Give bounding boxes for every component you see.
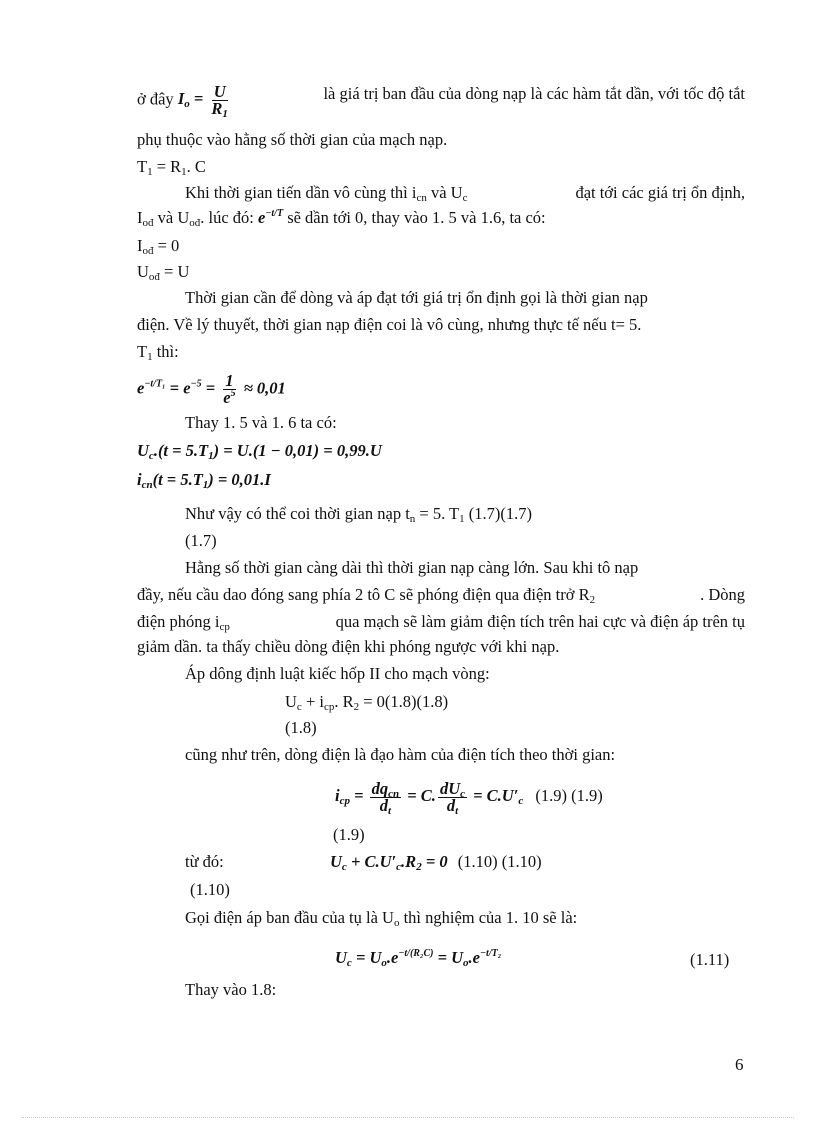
formula-io: $I_o$ = $\frac{U}{R_1}$ [177,82,228,120]
text-line-7: $U_{ođ} = U$ [137,262,190,283]
text-line-10: $T_1$ thì: [137,342,179,363]
text-line-26: (1.9) [333,825,365,844]
equation-2: $U_c.(t = 5.T_1) = U.(1 - 0,01) = 0,99.U$ [137,441,382,462]
text-segment: là giá trị ban đầu của dòng nạp là các hàm tắt dần, với tốc độ tắt [323,84,745,103]
text-line-5: $I_{ođ}$ và $U_{ođ}$. lúc đó: $e^{-t/T}$ sẽ dần tới 0, thay vào 1. 5 và 1.6, ta có: [137,208,546,229]
text-line-19: điện phóng $i_{cp}$ qua mạch sẽ làm giảm điện tích trên hai cực và điện áp trên tụ [137,612,745,633]
equation-tag: (1.9) (1.9) [535,786,603,805]
text-line-23: (1.8) [285,718,317,737]
equation-4: $i_{cp}$ = $\frac{dq_{cn}}{d_t}$ = C. $\frac{dU_c}{d_t}$ = $C.U'_c$ (1.9) (1.9) [335,778,603,817]
text-line-9: điện. Về lý thuyết, thời gian nạp điện coi là vô cùng, nhưng thực tế nếu t= 5. [137,315,642,334]
equation-1: $e^{-t/T_1} = e^{-5}$ = $\frac{1}{e^5}$ ≈ 0,01 [137,371,286,407]
text-line-31: Thay vào 1.8: [185,980,277,999]
text-line-15: Như vậy có thể coi thời gian nạp $t_n = 5$. $T_1$ (1.7)(1.7) [185,504,532,525]
text-segment: ở đây $I_o$ = $\frac{U}{R_1}$ [137,84,232,117]
text-line-28: (1.10) [190,880,230,899]
formula-exp: $e^{-t/T}$ [258,208,284,227]
text-line-24: cũng như trên, dòng điện là đạo hàm của điện tích theo thời gian: [185,745,616,764]
text-line-16: (1.7) [185,531,217,550]
text-line-3: $T_1 = R_1$. C [137,157,206,178]
text-line-22: $U_c + i_{cp}$. $R_2 = 0(1.8)(1.8)$ [285,692,449,713]
page-number: 6 [735,1055,744,1074]
text-line-18: đầy, nếu cầu dao đóng sang phía 2 tô C sẽ phóng điện qua điện trở $R_2$ . Dòng [137,585,745,606]
text-line-4: Khi thời gian tiến dần vô cùng thì $i_{cn}$ và $U_c$ đạt tới các giá trị ổn định, [185,183,745,204]
text-line-29: Gọi điện áp ban đầu của tụ là $U_o$ thì nghiệm của 1. 10 sẽ là: [185,908,578,929]
equation-5: $U_c = U_o.e^{-t/(R_2C)} = U_o.e^{-t/T_2}$ [335,948,502,969]
equation-tag: (1.11) [690,950,730,969]
equation-3: $i_{cn}(t = 5.T_1) = 0,01.I$ [137,470,271,491]
text-line-20: giảm dần. ta thấy chiều dòng điện khi phóng ngược với khi nạp. [137,637,560,656]
text-line-8: Thời gian cần để dòng và áp đạt tới giá trị ổn định gọi là thời gian nạp [185,288,648,307]
text-line-21: Áp dông định luật kiếc hốp II cho mạch vòng: [185,664,490,683]
text-line-12: Thay 1. 5 và 1. 6 ta có: [185,413,337,432]
text-line-17: Hằng số thời gian càng dài thì thời gian nạp càng lớn. Sau khi tô nạp [185,558,639,577]
text-line-27: từ đó: $U_c + C.U'_c.R_2 = 0$ (1.10) (1.10) [185,852,542,873]
text-line-1 [137,82,745,120]
text-line-6: $I_{ođ} = 0$ [137,236,180,257]
page-footer-divider [22,1117,794,1118]
text-line-2: phụ thuộc vào hằng số thời gian của mạch nạp. [137,130,448,149]
